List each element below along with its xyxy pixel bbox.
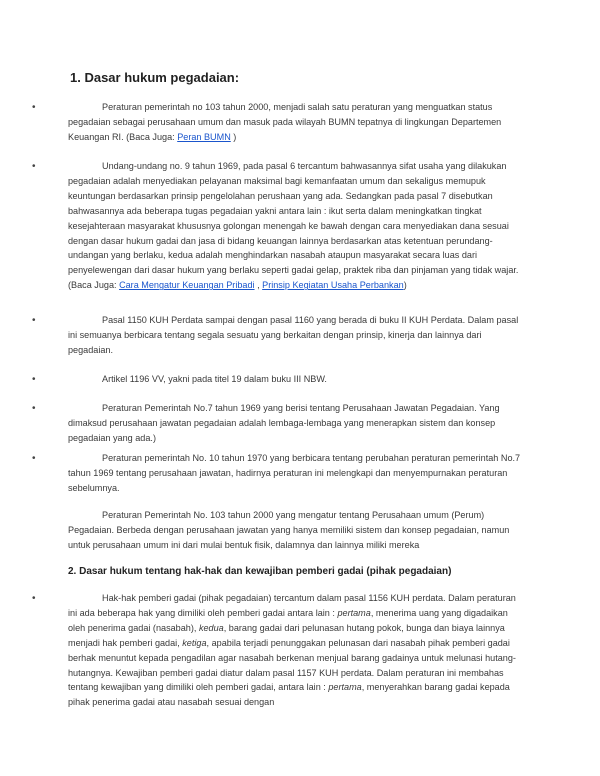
list-item xyxy=(32,100,526,145)
list-item xyxy=(32,372,526,387)
bullet: • xyxy=(32,374,36,385)
paragraph: Peraturan pemerintah No. 10 tahun 1970 yang berbicara tentang perubahan peraturan pemerintah No.7 tahun 1969 tentang perusahaan jawatan, hadirnya peraturan ini melengkapi dan menyempurnakan peraturan sebelumnya. xyxy=(68,453,521,493)
bullet: • xyxy=(32,403,36,414)
list-item xyxy=(32,591,526,710)
list-item xyxy=(32,401,526,446)
list-item xyxy=(32,451,526,496)
paragraph: Peraturan pemerintah no 103 tahun 2000, menjadi salah satu peraturan yang menguatkan status pegadaian sebagai perusahaan umum dan masuk pada wilayah BUMN tepatnya di lingkungan Departemen Keuangan RI. (Baca Juga: Peran BUMN ) xyxy=(68,102,502,142)
paragraph: Hak-hak pemberi gadai (pihak pegadaian) tercantum dalam pasal 1156 KUH perdata. Dalam peraturan ini ada beberapa hak yang dimiliki oleh pemberi gadai antara lain : pertama, menerima uang yang digadaikan oleh penerima gadai (nasabah), kedua, barang gadai dari pelunasan hutang pokok, bunga dan biaya lainnya menjadi hak pemberi gadai, ketiga, apabila terjadi penunggakan pelunasan dari nasabah pihak pemberi gadai berhak menuntut kepada pengadilan agar nasabah berkenan menjual barang gadainya untuk melunasi hutang-hutangnya. Kewajiban pemberi gadai diatur dalam pasal 1157 KUH perdata. Dalam peraturan ini membahas tentang kewajiban yang dimiliki oleh pemberi gadai, antara lain : pertama, menyerahkan barang gadai kepada pihak penerima gadai atau nasabah sesuai dengan xyxy=(68,593,516,708)
paragraph: Artikel 1196 VV, yakni pada titel 19 dalam buku III NBW. xyxy=(102,374,327,384)
bullet: • xyxy=(32,453,36,464)
paragraph: Undang-undang no. 9 tahun 1969, pada pasal 6 tercantum bahwasannya sifat usaha yang dilakukan pegadaian adalah menyediakan pelayanan maksimal bagi kemanfaatan umum dan sekaligus memupuk keuntungan berdasarkan prinsip pengelolahan perushaan yang ada. Sedangkan pada pasal 7 disebutkan bahwasannya ada beberapa tugas pegadaian yakni antara lain : ikut serta dalam meningkatkan tingkat kesejahteraan masyarakat khususnya golongan menengah ke bawah dengan cara menyediakan dana sesuai dengan dasar hukum gadai dan jasa di bidang keuangan lainnya berdasarkan atas ketentuan perundang-undangan yang berlaku, kedua adalah menghindarkan nasabah ataupun masyarakat secara luas dari penyelewengan dari dasar hukum yang berlaku seperti gadai gelap, praktek riba dan pinjaman yang tidak wajar. (Baca Juga: Cara Mengatur Keuangan Pribadi , Prinsip Kegiatan Usaha Perbankan) xyxy=(68,161,519,291)
bullet: • xyxy=(32,315,36,326)
section-heading-2: 2. Dasar hukum tentang hak-hak dan kewajiban pemberi gadai (pihak pegadaian) xyxy=(68,566,452,577)
section-heading-1: 1. Dasar hukum pegadaian: xyxy=(70,70,240,85)
bullet: • xyxy=(32,593,36,604)
bullet: • xyxy=(32,161,36,172)
paragraph: Pasal 1150 KUH Perdata sampai dengan pasal 1160 yang berada di buku II KUH Perdata. Dalam pasal ini semuanya berbicara tentang segala sesuatu yang berkaitan dengan prinsip, kinerja dan lainnya dari pegadaian. xyxy=(68,315,519,355)
paragraph: Peraturan Pemerintah No. 103 tahun 2000 yang mengatur tentang Perusahaan umum (Perum) Pegadaian. Berbeda dengan perusahaan jawatan yang hanya memiliki sistem dan konsep pegadaian, namun untuk perusahaan umum ini dari mulai bentuk fisik, dalamnya dan lainnya miliki mereka xyxy=(68,510,510,550)
paragraph: Peraturan Pemerintah No.7 tahun 1969 yang berisi tentang Perusahaan Jawatan Pegadaian. Yang dimaksud perusahaan jawatan pegadaian adalah lembaga-lembaga yang menerapkan sistem dan konsep pegadaian yang ada.) xyxy=(68,403,500,443)
list-item xyxy=(68,508,526,553)
list-item xyxy=(32,159,526,293)
link-prinsip-kegiatan-usaha[interactable]: Prinsip Kegiatan Usaha Perbankan xyxy=(262,280,404,291)
link-cara-mengatur-keuangan[interactable]: Cara Mengatur Keuangan Pribadi xyxy=(119,280,255,291)
list-item xyxy=(32,313,526,358)
link-peran-bumn[interactable]: Peran BUMN xyxy=(177,131,231,142)
bullet: • xyxy=(32,102,36,113)
